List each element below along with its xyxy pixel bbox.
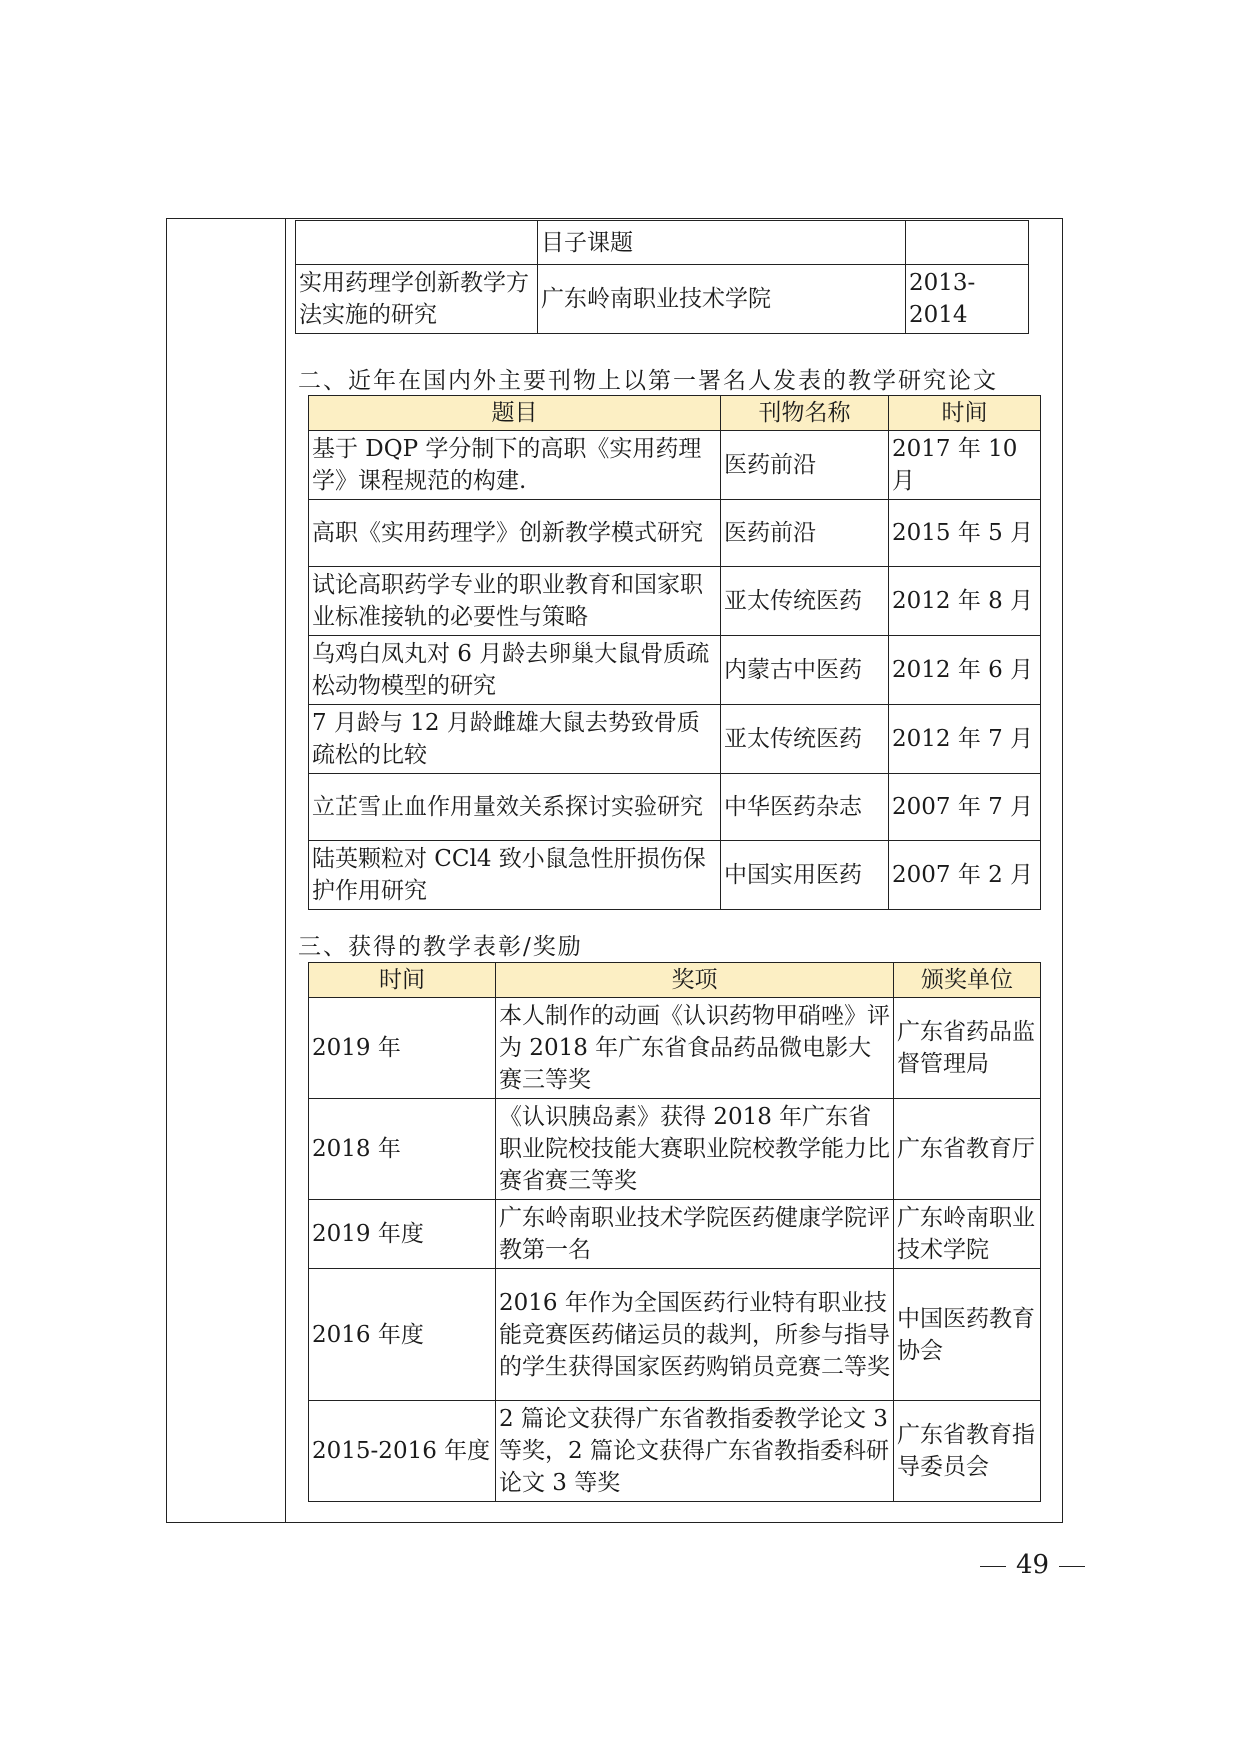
paper-journal: 医药前沿	[721, 500, 889, 567]
award-item: 2016 年作为全国医药行业特有职业技能竞赛医药储运员的裁判，所参与指导的学生获得国家医药购销员竞赛二等奖	[496, 1269, 894, 1401]
table-row	[296, 221, 1029, 265]
dash-right	[1059, 1566, 1085, 1567]
project-name	[296, 221, 538, 265]
page-number-text: 49	[1016, 1550, 1050, 1580]
table-row	[309, 1269, 1041, 1401]
page-number	[970, 1550, 1095, 1580]
award-time: 2019 年度	[309, 1200, 496, 1269]
award-org: 广东岭南职业技术学院	[894, 1200, 1041, 1269]
paper-title: 7 月龄与 12 月龄雌雄大鼠去势致骨质疏松的比较	[309, 705, 721, 774]
table-row	[309, 1401, 1041, 1502]
award-item: 2 篇论文获得广东省教指委教学论文 3 等奖，2 篇论文获得广东省教指委科研论文 3 等奖	[496, 1401, 894, 1502]
award-time: 2016 年度	[309, 1269, 496, 1401]
paper-title: 高职《实用药理学》创新教学模式研究	[309, 500, 721, 567]
paper-journal: 亚太传统医药	[721, 567, 889, 636]
paper-journal: 医药前沿	[721, 431, 889, 500]
paper-time: 2007 年 7 月	[889, 774, 1041, 841]
award-time: 2019 年	[309, 998, 496, 1099]
paper-journal: 中华医药杂志	[721, 774, 889, 841]
papers-table	[308, 395, 1041, 910]
table-header-row	[309, 963, 1041, 998]
award-time: 2018 年	[309, 1099, 496, 1200]
table-row	[309, 998, 1041, 1099]
section-heading-awards: 三、获得的教学表彰/奖励	[298, 934, 583, 960]
column-header-title: 题目	[309, 396, 721, 431]
paper-title: 乌鸡白凤丸对 6 月龄去卵巢大鼠骨质疏松动物模型的研究	[309, 636, 721, 705]
paper-title: 试论高职药学专业的职业教育和国家职业标准接轨的必要性与策略	[309, 567, 721, 636]
paper-title: 立芷雪止血作用量效关系探讨实验研究	[309, 774, 721, 841]
column-header-award: 奖项	[496, 963, 894, 998]
project-name: 实用药理学创新教学方法实施的研究	[296, 265, 538, 334]
paper-journal: 内蒙古中医药	[721, 636, 889, 705]
column-header-time: 时间	[889, 396, 1041, 431]
award-org: 中国医药教育协会	[894, 1269, 1041, 1401]
paper-title: 陆英颗粒对 CCl4 致小鼠急性肝损伤保护作用研究	[309, 841, 721, 910]
table-row	[296, 265, 1029, 334]
award-org: 广东省药品监督管理局	[894, 998, 1041, 1099]
project-period	[906, 221, 1029, 265]
table-row	[309, 1200, 1041, 1269]
paper-time: 2012 年 6 月	[889, 636, 1041, 705]
paper-time: 2012 年 7 月	[889, 705, 1041, 774]
projects-table	[295, 220, 1029, 334]
paper-time: 2007 年 2 月	[889, 841, 1041, 910]
paper-time: 2012 年 8 月	[889, 567, 1041, 636]
section-heading-papers: 二、近年在国内外主要刊物上以第一署名人发表的教学研究论文	[298, 368, 998, 394]
column-header-org: 颁奖单位	[894, 963, 1041, 998]
paper-journal: 亚太传统医药	[721, 705, 889, 774]
paper-time: 2015 年 5 月	[889, 500, 1041, 567]
table-row	[309, 774, 1041, 841]
award-item: 本人制作的动画《认识药物甲硝唑》评为 2018 年广东省食品药品微电影大赛三等奖	[496, 998, 894, 1099]
table-row	[309, 1099, 1041, 1200]
paper-time: 2017 年 10 月	[889, 431, 1041, 500]
table-row	[309, 705, 1041, 774]
table-row	[309, 841, 1041, 910]
award-org: 广东省教育厅	[894, 1099, 1041, 1200]
award-item: 广东岭南职业技术学院医药健康学院评教第一名	[496, 1200, 894, 1269]
awards-table	[308, 962, 1041, 1502]
project-unit: 目子课题	[538, 221, 906, 265]
project-period: 2013-2014	[906, 265, 1029, 334]
table-row	[309, 500, 1041, 567]
award-item: 《认识胰岛素》获得 2018 年广东省职业院校技能大赛职业院校教学能力比赛省赛三等奖	[496, 1099, 894, 1200]
project-unit: 广东岭南职业技术学院	[538, 265, 906, 334]
paper-journal: 中国实用医药	[721, 841, 889, 910]
paper-title: 基于 DQP 学分制下的高职《实用药理学》课程规范的构建.	[309, 431, 721, 500]
table-row	[309, 431, 1041, 500]
column-header-journal: 刊物名称	[721, 396, 889, 431]
frame-divider	[285, 219, 286, 1522]
table-row	[309, 636, 1041, 705]
award-org: 广东省教育指导委员会	[894, 1401, 1041, 1502]
table-header-row	[309, 396, 1041, 431]
table-row	[309, 567, 1041, 636]
dash-left	[980, 1566, 1006, 1567]
award-time: 2015-2016 年度	[309, 1401, 496, 1502]
column-header-time: 时间	[309, 963, 496, 998]
